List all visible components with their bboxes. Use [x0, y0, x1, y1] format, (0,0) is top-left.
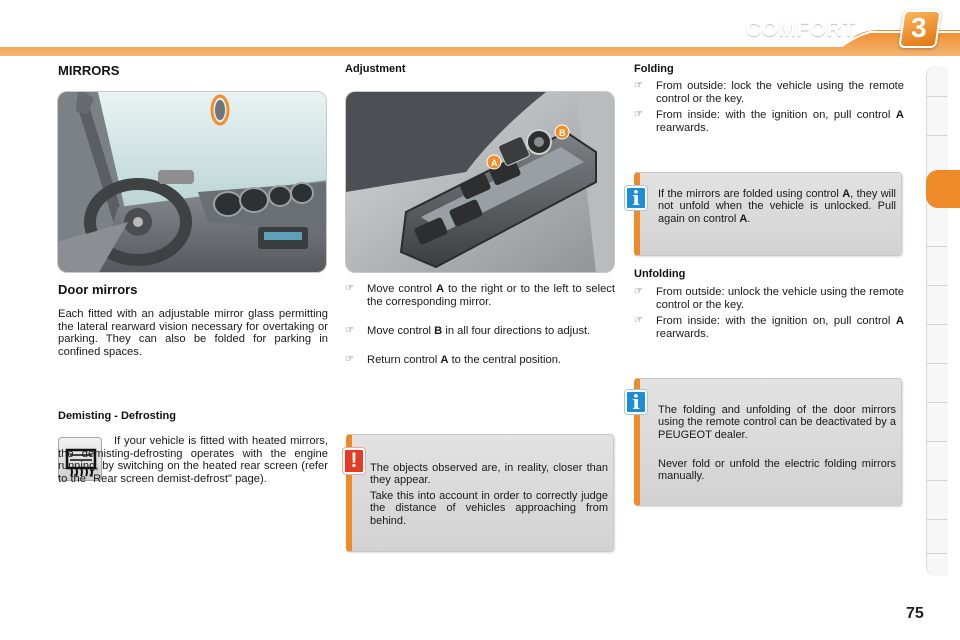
chapter-title: COMFORT [746, 18, 856, 41]
pointing-finger-icon: ☞ [634, 80, 643, 91]
tab-divider [927, 553, 947, 554]
door-panel-photo [345, 91, 615, 273]
demist-heading: Demisting - Defrosting [58, 410, 176, 422]
page-number: 75 [906, 605, 924, 622]
warning-line-1: The objects observed are, in reality, closer than they appear. [370, 462, 608, 487]
photo-label-a: A [491, 158, 498, 168]
door-mirrors-heading: Door mirrors [58, 282, 138, 297]
pointing-finger-icon: ☞ [345, 283, 354, 294]
tab-divider [927, 246, 947, 247]
door-mirrors-text: Each fitted with an adjustable mirror glass permitting the lateral rearward vision necessary for overtaking or parking. They can also be folded for parking in confined spaces. [58, 308, 328, 358]
tab-divider [927, 480, 947, 481]
tab-divider [927, 285, 947, 286]
unfolding-info-line-2: Never fold or unfold the electric folding mirrors manually. [658, 458, 896, 483]
info-icon: i [625, 186, 647, 210]
adjustment-bullet-3: ☞ Return control A to the central position. [345, 354, 562, 366]
chapter-tab-rail [926, 66, 948, 576]
folding-bullet-2: ☞ From inside: with the ignition on, pull control A rearwards. [634, 109, 904, 134]
tab-divider [927, 519, 947, 520]
adjustment-bullet-2: ☞ Move control B in all four directions to adjust. [345, 325, 591, 337]
tab-divider [927, 324, 947, 325]
tab-divider [927, 441, 947, 442]
info-icon: i [625, 390, 647, 414]
pointing-finger-icon: ☞ [634, 109, 643, 120]
tab-divider [927, 135, 947, 136]
unfolding-bullet-1: ☞ From outside: unlock the vehicle using the remote control or the key. [634, 286, 904, 311]
chapter-number: 3 [911, 12, 927, 43]
mirrors-heading: MIRRORS [58, 63, 120, 78]
warning-line-2: Take this into account in order to correctly judge the distance of vehicles approaching from behind. [370, 490, 608, 527]
photo-label-b: B [559, 128, 566, 138]
pointing-finger-icon: ☞ [345, 354, 354, 365]
unfolding-bullet-2: ☞ From inside: with the ignition on, pull control A rearwards. [634, 315, 904, 340]
tab-divider [927, 363, 947, 364]
folding-info-text: If the mirrors are folded using control A, they will not unfold when the vehicle is unlocked. Pull again on control A. [658, 188, 896, 225]
cabin-photo [57, 91, 327, 273]
tab-comfort-active[interactable] [926, 170, 960, 208]
unfolding-info-box [634, 378, 902, 506]
pointing-finger-icon: ☞ [345, 325, 354, 336]
unfolding-info-line-1: The folding and unfolding of the door mirrors using the remote control can be deactivated by a PEUGEOT dealer. [658, 404, 896, 441]
adjustment-heading: Adjustment [345, 63, 406, 75]
adjustment-bullet-1: ☞ Move control A to the right or to the left to select the corresponding mirror. [345, 283, 615, 308]
folding-heading: Folding [634, 63, 674, 75]
exclamation-icon: ! [343, 448, 365, 474]
unfolding-heading: Unfolding [634, 268, 686, 280]
folding-bullet-1: ☞ From outside: lock the vehicle using the remote control or the key. [634, 80, 904, 105]
demist-text: If your vehicle is fitted with heated mirrors, the demisting-defrosting operates with the engine running, by switching on the heated rear screen (refer to the "Rear screen demist-defrost" page). [58, 435, 328, 485]
tab-divider [927, 402, 947, 403]
tab-divider [927, 96, 947, 97]
pointing-finger-icon: ☞ [634, 286, 643, 297]
pointing-finger-icon: ☞ [634, 315, 643, 326]
